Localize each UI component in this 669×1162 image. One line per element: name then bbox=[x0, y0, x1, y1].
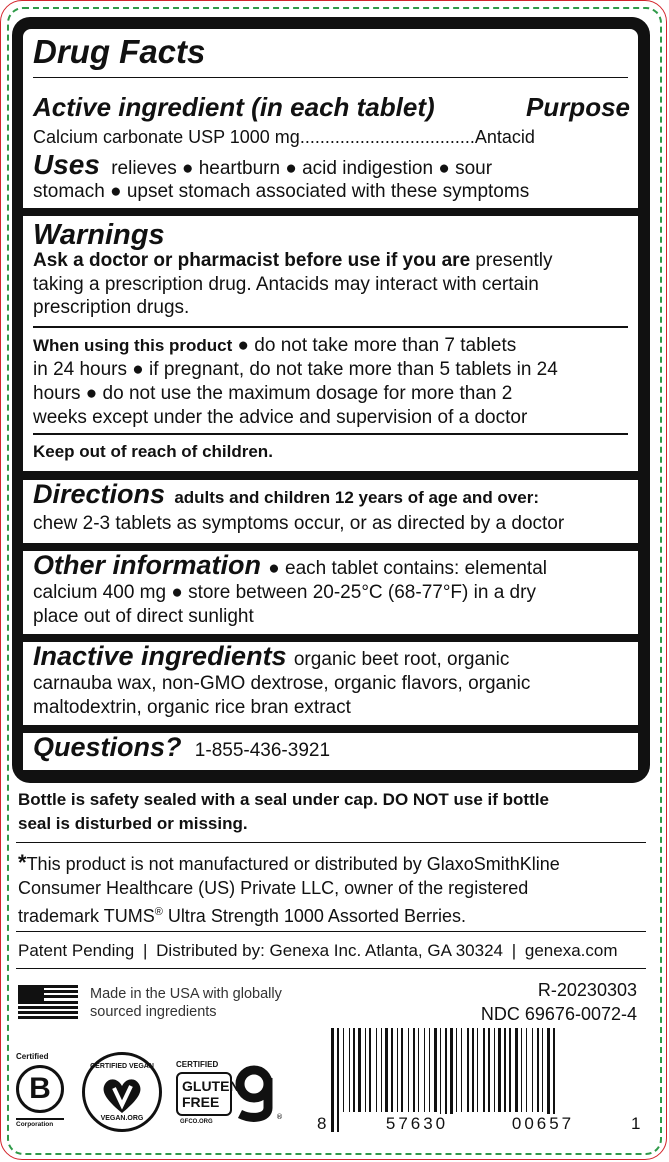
ask-doctor-rest: presently bbox=[475, 250, 553, 271]
when-using-rest: ● do not take more than 7 tablets bbox=[237, 335, 517, 356]
section-directions bbox=[23, 480, 638, 543]
seal-notice-line-1: Bottle is safety sealed with a seal under cap. DO NOT use if bottle bbox=[18, 790, 549, 809]
drug-facts-panel bbox=[12, 17, 650, 783]
divider bbox=[16, 842, 646, 843]
ask-doctor-line-3: prescription drugs. bbox=[33, 297, 190, 318]
ask-doctor-line-1 bbox=[33, 249, 630, 273]
website: genexa.com bbox=[524, 941, 618, 960]
when-using-line-1 bbox=[33, 334, 630, 358]
disclaimer-text-3a: trademark TUMS bbox=[18, 906, 155, 926]
divider bbox=[33, 326, 628, 328]
disclaimer-text-3b: Ultra Strength 1000 Assorted Berries. bbox=[162, 906, 466, 926]
vegan-heart-icon bbox=[101, 1075, 143, 1115]
other-info-text-2: calcium 400 mg ● store between 20-25°C (68-77°F) in a dry bbox=[33, 582, 536, 603]
other-info-heading: Other information bbox=[33, 550, 261, 580]
gf-text-1: GLUTEN bbox=[182, 1078, 240, 1094]
questions-line bbox=[33, 732, 630, 763]
divider bbox=[33, 433, 628, 435]
gf-top-text: CERTIFIED bbox=[176, 1060, 219, 1069]
when-using-line-3: hours ● do not use the maximum dosage for more than 2 bbox=[33, 383, 513, 404]
disclaimer-line-3 bbox=[18, 901, 648, 929]
patent-pending: Patent Pending bbox=[18, 941, 135, 960]
bcorp-bottom-text: Corporation bbox=[16, 1121, 54, 1128]
directions-heading: Directions bbox=[33, 479, 166, 509]
disclaimer-line-2: Consumer Healthcare (US) Private LLC, owner of the registered bbox=[18, 878, 529, 898]
ask-doctor-line-2: taking a prescription drug. Antacids may interact with certain bbox=[33, 274, 539, 295]
disclaimer-line-1 bbox=[18, 851, 648, 877]
distributor: Distributed by: Genexa Inc. Atlanta, GA 30324 bbox=[156, 941, 503, 960]
when-using-line-2: in 24 hours ● if pregnant, do not take more than 5 tablets in 24 bbox=[33, 359, 558, 380]
divider bbox=[16, 1118, 64, 1120]
seal-notice-line-2: seal is disturbed or missing. bbox=[18, 814, 248, 833]
disclaimer-asterisk: * bbox=[18, 850, 27, 875]
upc-barcode bbox=[315, 1028, 643, 1138]
active-ingredient-name: Calcium carbonate USP 1000 mg bbox=[33, 127, 300, 147]
us-flag-icon bbox=[18, 985, 78, 1019]
drug-facts-title: Drug Facts bbox=[33, 33, 206, 70]
when-using-bold: When using this product bbox=[33, 336, 233, 355]
barcode-digit-right: 1 bbox=[631, 1114, 641, 1133]
leader-dots: ................................... bbox=[299, 127, 475, 147]
svg-text:®: ® bbox=[276, 1113, 283, 1121]
revision-code: R-20230303 bbox=[537, 980, 637, 1000]
warnings-heading: Warnings bbox=[33, 219, 165, 251]
other-info-text-3: place out of direct sunlight bbox=[33, 606, 254, 627]
inactive-heading: Inactive ingredients bbox=[33, 641, 287, 671]
registered-mark: ® bbox=[154, 906, 163, 918]
bcorp-top-text: Certified bbox=[16, 1052, 49, 1061]
barcode-group-2: 00657 bbox=[493, 1114, 593, 1134]
other-info-line-1 bbox=[33, 550, 630, 581]
active-ingredient-heading: Active ingredient (in each tablet) bbox=[33, 92, 435, 122]
section-uses bbox=[23, 149, 638, 208]
distribution-line bbox=[18, 939, 648, 963]
inactive-line-1 bbox=[33, 641, 630, 672]
questions-phone: 1-855-436-3921 bbox=[194, 740, 331, 761]
when-using-line-4: weeks except under the advice and supervision of a doctor bbox=[33, 407, 528, 428]
questions-heading: Questions? bbox=[33, 732, 182, 762]
product-codes bbox=[481, 978, 637, 1026]
gf-bottom-text: GFCO.ORG bbox=[180, 1119, 213, 1125]
directions-bold: adults and children 12 years of age and over: bbox=[174, 488, 539, 507]
made-in-usa bbox=[90, 985, 282, 1021]
section-inactive-ingredients bbox=[23, 642, 638, 725]
other-info-text-1: ● each tablet contains: elemental bbox=[268, 558, 547, 579]
barcode-group-1: 57630 bbox=[367, 1114, 467, 1134]
uses-text-2: stomach ● upset stomach associated with these symptoms bbox=[33, 181, 530, 202]
gf-box bbox=[176, 1072, 240, 1116]
bcorp-letter: B bbox=[16, 1065, 64, 1113]
active-ingredient-row bbox=[33, 126, 630, 150]
disclaimer-text-1: This product is not manufactured or distributed by GlaxoSmithKline bbox=[26, 854, 560, 874]
directions-text: chew 2-3 tablets as symptoms occur, or as directed by a doctor bbox=[33, 513, 565, 534]
made-in-usa-line-2: sourced ingredients bbox=[90, 1004, 217, 1020]
uses-line-1 bbox=[33, 149, 630, 181]
certified-b-corp-logo bbox=[16, 1052, 68, 1134]
section-warnings bbox=[23, 216, 638, 471]
vegan-bottom-text: VEGAN.ORG bbox=[100, 1115, 144, 1122]
made-in-usa-line-1: Made in the USA with globally bbox=[90, 986, 282, 1002]
directions-line-1 bbox=[33, 479, 630, 510]
ndc-code: NDC 69676-0072-4 bbox=[480, 1004, 637, 1024]
inactive-text-2: carnauba wax, non-GMO dextrose, organic flavors, organic bbox=[33, 673, 531, 694]
divider bbox=[33, 77, 628, 78]
section-active-ingredient bbox=[23, 29, 638, 157]
purpose-value: Antacid bbox=[474, 127, 535, 147]
inactive-text-3: maltodextrin, organic rice bran extract bbox=[33, 697, 351, 718]
section-other-information bbox=[23, 551, 638, 634]
separator: | bbox=[143, 941, 148, 960]
keep-out-of-reach: Keep out of reach of children. bbox=[33, 442, 273, 461]
inactive-text-1: organic beet root, organic bbox=[293, 649, 510, 670]
purpose-heading: Purpose bbox=[525, 92, 630, 122]
barcode-digit-left: 8 bbox=[317, 1114, 327, 1133]
certified-vegan-logo bbox=[82, 1052, 162, 1132]
gf-g-icon bbox=[232, 1064, 282, 1122]
vegan-top-text: CERTIFIED VEGAN bbox=[90, 1063, 154, 1070]
gluten-free-logo bbox=[176, 1060, 286, 1130]
uses-text-1: relieves ● heartburn ● acid indigestion ● sour bbox=[111, 158, 493, 179]
uses-heading: Uses bbox=[33, 149, 100, 180]
divider bbox=[16, 931, 646, 932]
divider bbox=[16, 968, 646, 969]
gf-text-2: FREE bbox=[182, 1094, 220, 1110]
separator: | bbox=[511, 941, 517, 960]
section-questions bbox=[23, 733, 638, 770]
ask-doctor-bold: Ask a doctor or pharmacist before use if you are bbox=[33, 250, 471, 271]
